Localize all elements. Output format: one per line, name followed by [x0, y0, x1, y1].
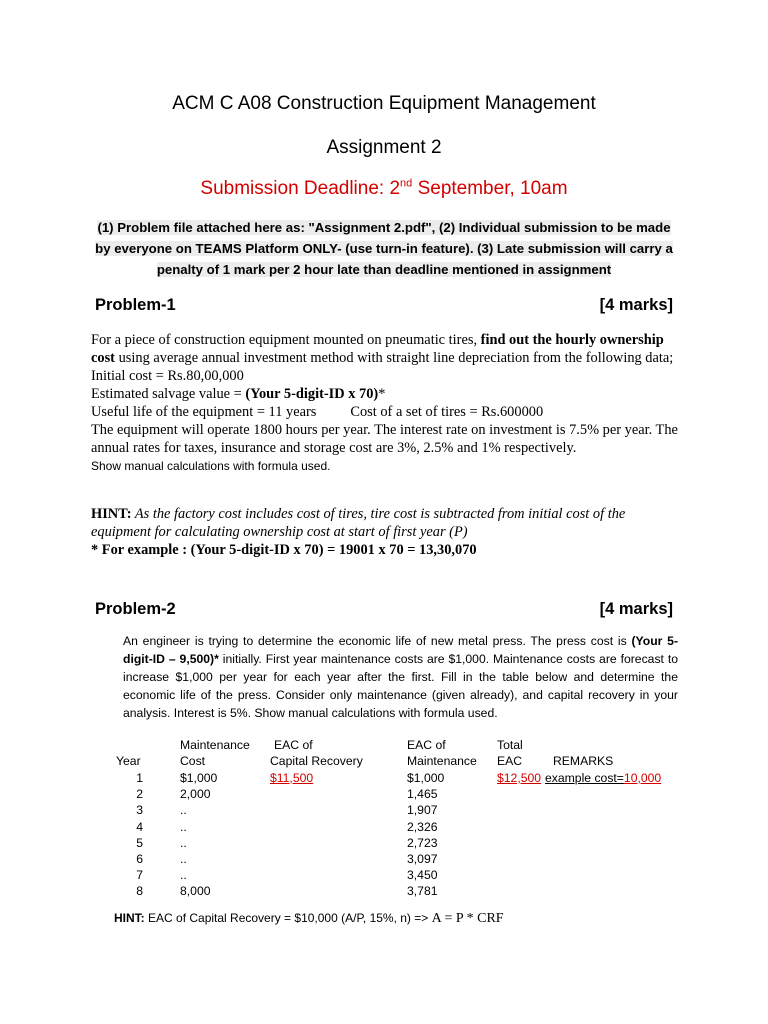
cell-eac-maintenance: 1,465	[407, 787, 438, 802]
cell-eac-maintenance: $1,000	[407, 771, 445, 785]
problem-1-hint	[91, 505, 681, 559]
header-maintenance-1: Maintenance	[180, 738, 250, 752]
cell-maintenance-cost: $1,000	[180, 771, 218, 785]
problem-2-body	[123, 632, 678, 722]
deadline-sup: nd	[400, 177, 413, 190]
p1-hint-label: HINT:	[91, 506, 132, 522]
cell-eac-maintenance: 3,450	[407, 868, 438, 883]
notice-line-1: (1) Problem file attached here as: "Assignment 2.pdf", (2) Individual submission to be made	[97, 220, 671, 235]
cell-year: 7	[136, 868, 143, 883]
deadline-suffix: September, 10am	[412, 178, 568, 199]
cell-year: 1	[136, 771, 143, 785]
cell-maintenance-cost: ..	[180, 835, 187, 850]
deadline-prefix: Submission Deadline: 2	[200, 178, 401, 199]
p2-hint-text: EAC of Capital Recovery = $10,000 (A/P, 15%, n) =>	[144, 911, 432, 925]
problem-1-body	[91, 331, 681, 475]
header-year: Year	[116, 754, 141, 768]
header-total-2: EAC	[497, 754, 523, 768]
course-title: ACM C A08 Construction Equipment Management	[172, 93, 596, 114]
header-total-1: Total	[497, 738, 523, 752]
p1-salvage-bold: (Your 5-digit-ID x 70)	[245, 386, 379, 402]
p1-example: * For example : (Your 5-digit-ID x 70) = 19001 x 70 = 13,30,070	[91, 542, 477, 558]
problem-2-hint	[114, 911, 504, 927]
p1-intro-b: using average annual investment method with straight line depreciation from the following data;	[114, 350, 674, 366]
p1-salvage-a: Estimated salvage value =	[91, 386, 246, 402]
cell-maintenance-cost: 8,000	[180, 884, 211, 899]
cell-year: 4	[136, 819, 143, 834]
problem-2-marks: [4 marks]	[599, 600, 673, 618]
header-eac-cr-2: Capital Recovery	[270, 754, 363, 768]
notice-line-2: by everyone on TEAMS Platform ONLY- (use turn-in feature). (3) Late submission will carry a	[95, 241, 673, 256]
p2-hint-formula: A = P * CRF	[431, 911, 504, 926]
cell-maintenance-cost: ..	[180, 868, 187, 883]
cell-eac-maintenance: 1,907	[407, 803, 438, 818]
cell-maintenance-cost: ..	[180, 819, 187, 834]
cell-year: 6	[136, 852, 143, 866]
cell-eac-maintenance: 2,326	[407, 819, 438, 834]
problem-1-heading	[95, 296, 673, 315]
remarks-prefix: example cost=	[545, 771, 624, 785]
header-eac-cr-1: EAC of	[274, 738, 313, 752]
cell-maintenance-cost: ..	[180, 803, 187, 818]
header-maintenance-2: Cost	[180, 754, 206, 768]
p1-salvage-b: *	[378, 386, 386, 402]
p2-text-a: An engineer is trying to determine the economic life of new metal press. The press cost is	[123, 634, 632, 648]
notice-line-3: penalty of 1 mark per 2 hour late than deadline mentioned in assignment	[156, 262, 612, 277]
remarks-value: 10,000	[623, 771, 662, 785]
cell-remarks	[545, 770, 661, 787]
cell-year: 2	[136, 787, 143, 802]
problem-1-marks: [4 marks]	[599, 296, 673, 314]
header-eac-m-2: Maintenance	[407, 754, 477, 768]
p1-show-manual: Show manual calculations with formula used.	[91, 459, 331, 473]
problem-2-heading	[95, 600, 673, 619]
cell-maintenance-cost: 2,000	[180, 787, 211, 802]
header-remarks: REMARKS	[553, 754, 614, 768]
p1-useful-life: Useful life of the equipment = 11 years	[91, 404, 317, 420]
p1-intro-a: For a piece of construction equipment mounted on pneumatic tires,	[91, 332, 481, 348]
p1-initial-cost: Initial cost = Rs.80,00,000	[91, 368, 244, 384]
cell-eac-maintenance: 3,097	[407, 852, 438, 866]
cell-maintenance-cost: ..	[180, 852, 187, 866]
assignment-title: Assignment 2	[326, 137, 442, 158]
cell-year: 3	[136, 803, 143, 818]
cell-year: 8	[136, 884, 143, 899]
p2-text-bold: (Your 5-digit-ID – 9,500)*	[123, 634, 678, 666]
submission-notice	[86, 217, 682, 280]
p1-operation: The equipment will operate 1800 hours per year. The interest rate on investment is 7.5% per year. The annual rates for taxes, insurance and storage cost are 3%, 2.5% and 1% respectively.	[91, 422, 678, 456]
cell-eac-capital-recovery: $11,500	[270, 771, 314, 785]
cell-eac-maintenance: 2,723	[407, 835, 438, 850]
p2-text-b: initially. First year maintenance costs are $1,000. Maintenance costs are forecast to increase $1,000 per year for each year after the first. Fill in the table below and determine the economic life of the press. Consider only maintenance (given already), and capital recovery in your analysis. Interest is 5%. Show manual calculations with formula used.	[123, 652, 678, 720]
p1-tires-cost: Cost of a set of tires = Rs.600000	[350, 404, 544, 420]
cell-total-eac: $12,500	[497, 771, 542, 785]
cell-eac-maintenance: 3,781	[407, 884, 438, 899]
cell-year: 5	[136, 835, 143, 850]
submission-deadline	[0, 178, 768, 200]
problem-1-title: Problem-1	[95, 296, 176, 314]
header-eac-m-1: EAC of	[407, 738, 446, 752]
p2-hint-label: HINT:	[114, 911, 145, 925]
p1-hint-text: As the factory cost includes cost of tires, tire cost is subtracted from initial cost of the equipment for calculating ownership cost at start of first year (P)	[91, 506, 626, 540]
p1-intro-bold: find out the hourly ownership cost	[91, 332, 664, 366]
problem-2-title: Problem-2	[95, 600, 176, 618]
